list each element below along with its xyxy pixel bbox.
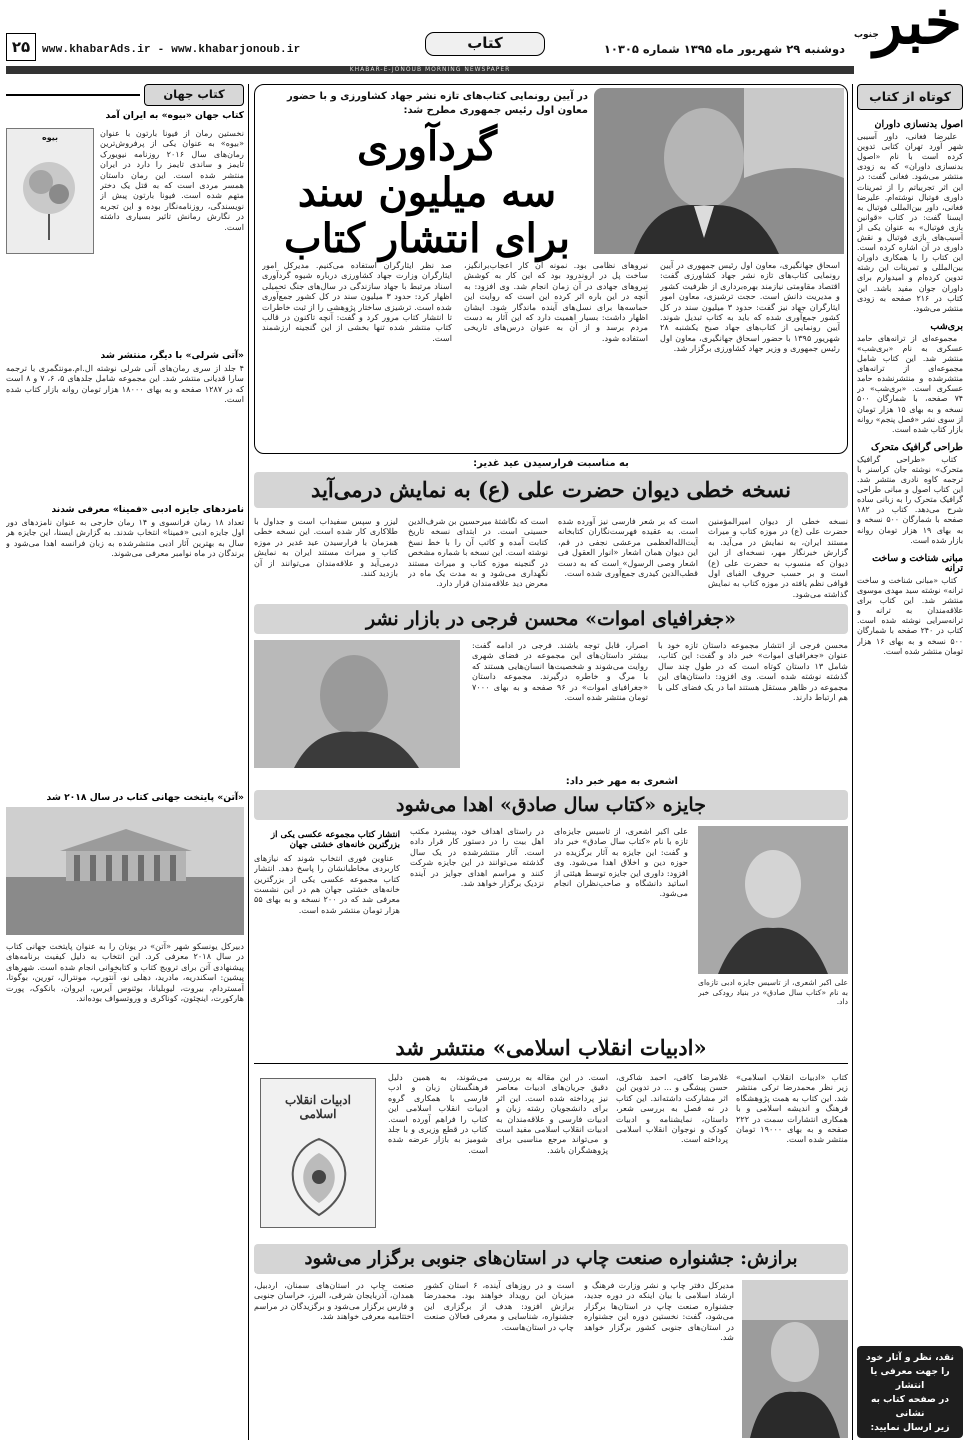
portrait-illustration [254,640,460,768]
sidebar-right [857,84,965,1446]
submission-email-link[interactable]: ketab@khabarads.com [857,1437,965,1446]
issue-date: دوشنبه ۲۹ شهریور ماه ۱۳۹۵ شماره ۱۰۳۰۵ [603,42,845,56]
section-tab [425,32,545,56]
sidebar-right-title: کوتاه از کتاب [857,84,963,110]
sidebar-left-item: «آتن» پایتخت جهانی کتاب در سال ۲۰۱۸ شد دبیرکل یونسکو شهر «آتن» در یونان را به عنوان پایتخت جهانی کتاب در سال ۲۰۱۸ معرفی کرد. این انتخاب به دلیل کیفیت برنامه‌های پیشنهادی آتن برای ترویج کتاب و کتابخوانی انجام شده است. شهرهای پیشین: اسکندریه، مادرید، دهلی نو، آنتورپ، مونترال، تورین، بوگوتا، آمستردام، بیروت، لیوبلیانا، بوئنوس آیرس، ایروان، بانکوک، پورت هارکورت، اینچئون، کوناکری و وروتسواف بوده‌اند. [6,792,244,1004]
section-title: کتاب [467,34,503,52]
sadegh-column: علی اکبر اشعری، از تاسیس جایزه‌ای تازه با نام «کتاب سال صادق» خبر داد و گفت: این جایزه به آثار برگزیده در حوزه دین و اخلاق اهدا می‌شود. وی افزود: داوری این جایزه توسط هیئتی از اساتید دانشگاه و صاحب‌نظران انجام می‌شود. [554,826,688,899]
sidebar-left-item: «آتی شرلی» با دیگر، منتشر شد ۴ جلد از سری رمان‌های آنی شرلی نوشته ال.ام.مونتگمری با ترجمه سارا قدیانی منتشر شد. این مجموعه شامل جلدهای ۵، ۶، ۷ و ۸ است که در ۱۲۸۷ صفحه و به بهای ۱۸۰۰۰ هزار تومان روانه بازار کتاب شده است. [6,350,244,405]
chap-column: صنعت چاپ در استان‌های سمنان، اردبیل، همدان، آذربایجان شرقی، البرز، خراسان جنوبی و فارس برگزار می‌شود و برگزیدگان در مراسم اختتامیه معرفی خواهند شد. [254,1280,414,1322]
sadegh-inline-heading: انتشار کتاب مجموعه عکسی یکی از بزرگترین خانه‌های خشتی جهان [271,830,400,851]
ashari-photo-caption: علی اکبر اشعری، از تاسیس جایزه ادبی تازه‌ای به نام «کتاب سال صادق» در بنیاد رودکی خبر داد. [698,978,848,1007]
lead-story [254,84,848,454]
book-cover-biveh: بیوه [6,128,94,254]
barazesh-photo [742,1280,848,1438]
masthead [0,0,970,80]
enghelab-column: کتاب «ادبیات انقلاب اسلامی» زیر نظر محمدرضا ترکی منتشر شد. این کتاب به همت پژوهشگاه فرهنگ و اندیشه اسلامی و با همکاری انتشارات سمت در ۲۲۲ صفحه و به بهای ۱۹۰۰۰ تومان منتشر شده است. [736,1072,848,1145]
portrait-illustration [742,1280,848,1438]
sidebar-left-body: نخستین رمان از فیونا بارتون با عنوان «بیوه» به عنوان یکی از پرفروش‌ترین رمان‌های سال ۲۰۱۶ روزنامه نیویورک تایمز و ساندی تایمز را دارد در ایران منتشر شده است. این رمان داستان همسر مردی است که به قتل یک دختر متهم شده است. فیونا بارتون پیش از نویسندگی، روزنامه‌نگار بوده و این تجربه در نگارش رمانش تاثیر بسیاری داشته است. [100,128,244,232]
newspaper-logo: خبر جنوب [854,0,962,58]
divan-column: لیزر و سپس سفیداب است و جداول با طلاکاری کار شده است. این نسخه خطی همزمان با فرارسیدن عید غدیر در موزه کتاب و میراث مستند ایران به نمایش درمی‌آید و علاقه‌مندان می‌توانند از آن بازدید کنند. [254,516,398,579]
sidebar-left-item: نامزدهای جایزه ادبی «فمینا» معرفی شدند تعداد ۱۸ رمان فرانسوی و ۱۴ رمان خارجی به عنوان نامزدهای دور اول جایزه ادبی «فمینا» انتخاب شدند. به گزارش ایسنا، این جایزه هر سال به بهترین آثار ادبی منتشرشده به زبان فرانسه اهدا می‌شود و برندگان در ماه نوامبر معرفی می‌شوند. [6,504,244,559]
sidebar-right-item: اصول بدنسازی داوران علیرضا فغانی، داور آسیبی شهر آورد تهران کتابی تدوین کرده است با نام «اصول بدنسازی داوران» که به زودی منتشر می‌شود. فغانی گفت: در این اثر تجربیاتم را از تمرینات داوری فوتبال نوشته‌ام. علیرضا فغانی، داور بین‌المللی فوتبال به ایسنا گفت: در کتاب «قوانین بازی فوتبال» به عنوان یکی از آسیب‌های بازی فوتبال و نقش داوری در آن اشاره کرده است. این کتاب را با همکاری داوران بین‌المللی و تمرینات این رشته تدوین کرده‌ام و امیدوارم برای داوران جوان مفید باشد. این کتاب در ۲۱۶ صفحه به زودی منتشر می‌شود. [857,119,963,313]
sidebar-left-item: کتاب جهان «بیوه» به ایران آمد بیوه نخستین رمان از فیونا بارتون با عنوان «بیوه» به عنوان یکی از پرفروش‌ترین رمان‌های سال ۲۰۱۶ روزنامه نیویورک تایمز و ساندی تایمز را دارد در ایران منتشر شده است. این رمان داستان همسر مردی است که به قتل یک دختر متهم شده است. فیونا بارتون پیش از نویسندگی، روزنامه‌نگار بوده و این تجربه در نگارش رمانش تاثیر بسیاری داشته است. [6,110,244,346]
website-links[interactable]: www.khabarAds.ir - www.khabarjonoub.ir [42,44,301,56]
divan-column: است که نگاشتهٔ میرحسین بن شرف‌الدین حسینی است. در ابتدای نسخه تاریخ کتابت آمده و کاتب آن را با خط نسخ نوشته است. این نسخه با شماره مشخص در گنجینه موزه کتاب و میراث مستند نگهداری می‌شود و به مدت یک ماه در معرض دید علاقه‌مندان قرار دارد. [408,516,548,589]
sadegh-story [254,776,848,1028]
divan-kicker: به مناسبت فرارسیدن عید غدیر: [473,458,629,469]
chap-story [254,1244,848,1440]
sadegh-column: در راستای اهداف خود، پیشبرد مکتب اهل بیت را در دستور کار قرار داده است. آثار منتشرشده در یک سال گذشته می‌توانند در این جایزه شرکت کنند و مراسم اهدای جوایز در آینده نزدیک برگزار خواهد شد. [410,826,544,889]
enghelab-book-cover: ادبیات انقلاب اسلامی [260,1078,376,1228]
chap-column: مدیرکل دفتر چاپ و نشر وزارت فرهنگ و ارشاد اسلامی با بیان اینکه در دوره جدید، جشنواره صنعت چاپ در استان‌ها برگزار می‌شود، گفت: نخستین دوره این جشنواره در استان‌های جنوبی کشور برگزار خواهد شد. [584,1280,734,1343]
page-number: ۲۵ [6,33,36,61]
chap-title: برازش: جشنواره صنعت چاپ در استان‌های جنوبی برگزار می‌شود [254,1244,848,1274]
ashari-photo [698,826,848,974]
faraji-story [254,604,848,770]
athens-photo [6,807,244,935]
enghelab-story [254,1032,848,1238]
divan-title: نسخه خطی دیوان حضرت علی (ع) به نمایش درمی‌آید [254,472,848,508]
sidebar-left [6,84,244,1440]
column-divider [852,84,853,1440]
faraji-column: محسن فرجی از انتشار مجموعه داستان تازه خود با عنوان «جغرافیای اموات» خبر داد و گفت: این کتاب، شامل ۱۳ داستان کوتاه است که در طول چند سال گذشته نوشته شده است. وی افزود: داستان‌های این مجموعه در ظاهر مستقل هستند اما در یک فضای کلی با هم ارتباط دارند. [658,640,848,703]
sidebar-right-items [857,116,963,1268]
portrait-illustration [594,88,844,254]
divan-column: نسخه خطی از دیوان امیرالمؤمنین حضرت علی (ع) در موزه کتاب و میراث مستند ایران، به نمایش در می‌آید. به گزارش خبرنگار مهر، نسخه‌ای از این دیوان که منسوب به حضرت علی (ع) است و بر حسب حروف الفبای اول قوافی نظم یافته در موزه کتاب به نمایش گذاشته می‌شود. [708,516,848,599]
sidebar-right-item: بری‌شب مجموعه‌ای از ترانه‌های حامد عسکری به نام «بری‌شب» منتشر شد. این کتاب شامل مجموعه‌ای از ترانه‌های منتشرشده و منتشرنشده حامد عسکری است. «بری‌شب» در ۷۴ صفحه، با شمارگان ۵۰۰ نسخه و به بهای ۱۵ هزار تومان از سوی نشر «فصل پنجم» روانه بازار کتاب شده است. [857,320,963,434]
lead-kicker: در آیین رونمایی کتاب‌های تازه نشر جهاد کشاورزی و با حضور معاون اول رئیس جمهوری مطرح شد: [286,91,588,116]
lead-column: صد نظر ایثارگران استفاده می‌کنیم. مدیرکل امور ایثارگران وزارت جهاد کشاورزی درباره شیوه گردآوری اسناد مرتبط با جهاد سازندگی در سال‌های جنگ تحمیلی اظهار کرد: حدود ۳ میلیون سند در کل کشور جمع‌آوری شده است. ترشیزی ساختار پژوهشی را از ثبت خاطرات تا انتشار کتاب مرور کرد و گفت: آنچه تاکنون در قالب کتاب منتشر شده تنها بخشی از این گنجینه ارزشمند است. [262,260,452,343]
faraji-photo [254,640,460,768]
enghelab-column: است. در این مقاله به بررسی دقیق جریان‌های ادبیات معاصر نیز پرداخته شده است. این اثر برای دانشجویان رشته زبان و ادبیات فارسی و علاقه‌مندان به ادبیات انقلاب اسلامی مفید است و می‌تواند مرجع مناسبی برای پژوهشگران باشد. [496,1072,608,1155]
sadegh-kicker: اشعری به مهر خبر داد: [565,776,678,787]
ornament-icon [261,1131,377,1221]
lead-title: گردآوری سه میلیون سند برای انتشار کتاب [284,123,570,262]
lead-column: اسحاق جهانگیری، معاون اول رئیس جمهوری در آیین رونمایی کتاب‌های تازه نشر جهاد کشاورزی گفت: اقتصاد مقاومتی نیازمند بهره‌برداری از ظرفیت کشور و مدیریت دانش است. حجت ترشیزی، معاون امور ایثارگران جهاد نیز گفت: حدود ۳ میلیون سند در کل کشور جمع‌آوری شده که باید به کتاب تبدیل شوند. آیین رونمایی از کتاب‌های جهاد صبح یکشنبه ۲۸ شهریور ۱۳۹۵ با حضور اسحاق جهانگیری، معاون اول رئیس جمهوری و وزیر جهاد کشاورزی برگزار شد. [660,260,840,354]
sidebar-right-item: طراحی گرافیک متحرک کتاب «طراحی گرافیک متحرک» نوشته جان کراسنر با ترجمه کاوه نادری منتشر شد. این کتاب اصول و مبانی طراحی گرافیک متحرک را به زبانی ساده شرح می‌دهد. کتاب در ۱۸۲ صفحه با شمارگان ۵۰۰ نسخه و به بهای ۱۹ هزار تومان روانه بازار شده است. [857,441,963,545]
athens-acropolis-illustration [6,807,244,935]
divan-column: است که بر شعر فارسی نیز آورده شده است. به عقیده فهرست‌نگاران کتابخانه آیت‌الله‌العظمی مرعشی نجفی در قم، این دیوان همان اشعار «انوار العقول فی اشعار وصی الرسول» است که به دست قطب‌الدین کیدری جمع‌آوری شده است. [558,516,698,579]
sidebar-right-item: مبانی شناخت و ساخت ترانه کتاب «مبانی شناخت و ساخت ترانه» نوشته سید مهدی موسوی منتشر شد. این کتاب برای علاقه‌مندان به ترانه و ترانه‌سرایی نوشته شده است. کتاب در ۲۴۰ صفحه با شمارگان ۵۰۰ نسخه و به بهای ۱۶ هزار تومان منتشر شده است. [857,552,963,656]
tagline-bar: KHABAR-E-JONOUB MORNING NEWSPAPER [6,66,854,74]
flower-illustration [5,142,93,242]
sadegh-column: انتشار کتاب مجموعه عکسی یکی از بزرگترین خانه‌های خشتی جهان عناوین فوری انتخاب شوند که نیازهای کاربردی مخاطبانشان را پاسخ دهد. انتشار کتاب مجموعه عکسی یکی از بزرگترین خانه‌های خشتی جهان هم در این نشست معرفی شد که در ۲۰۰ نسخه و به بهای ۵۵ هزار تومان منتشر شده است. [254,830,400,915]
column-divider [248,84,249,1440]
faraji-column: اصرار، قابل توجه باشند. فرجی در ادامه گفت: بیشتر داستان‌های این مجموعه در فضای شهری روایت می‌شوند و شخصیت‌ها انسان‌هایی هستند که با مرگ و خاطره درگیرند. مجموعه داستان «جغرافیای اموات» در ۹۶ صفحه و به بهای ۷۰۰۰ تومان منتشر شده است. [472,640,648,703]
enghelab-column: غلامرضا کافی، احمد شاکری، حسن پیشگی و ... در تدوین این اثر مشارکت داشته‌اند. این کتاب در نه فصل به بررسی شعر، داستان، نمایشنامه و ادبیات کودک و نوجوان انقلاب اسلامی پرداخته است. [616,1072,728,1145]
sadegh-title: جایزه «کتاب سال صادق» اهدا می‌شود [254,790,848,820]
sidebar-left-title: کتاب جهان [6,84,244,106]
portrait-illustration [698,826,848,974]
enghelab-column: می‌شوند، به همین دلیل فرهنگستان زبان و ادب فارسی با همکاری گروه ادبیات انقلاب اسلامی این کتاب را فراهم آورده است. کتاب در قطع وزیری و با جلد شومیز به بازار عرضه شده است. [388,1072,488,1155]
lead-column: نیروهای نظامی بود. نمونه آن کار اعجاب‌برانگیز، ساخت پل در اروندرود بود که این کار به کوشش نیروهای جهادی در آن زمان انجام شد. وی افزود: به آنچه در این باره اثر کرده این است که روایت این حماسه‌ها برای نسل‌های آینده ماندگار شود. ایشان اظهار داشت: بسیار اهمیت دارد که این آثار به دست مردم برسد و از آن به عنوان درس‌های تاریخی استفاده شود. [464,260,648,343]
jahangiri-photo [594,88,844,254]
faraji-title: «جغرافیای اموات» محسن فرجی در بازار نشر [254,604,848,634]
chap-column: است و در روزهای آینده، ۶ استان کشور میزبان این رویداد خواهند بود. محمدرضا برازش افزود: هدف از برگزاری این جشنواره، شناسایی و معرفی فعالان صنعت چاپ در استان‌هاست. [424,1280,574,1332]
enghelab-title: «ادبیات انقلاب اسلامی» منتشر شد [254,1032,848,1064]
submission-callout: نقد، نظر و آثار خود را جهت معرفی یا انتشار در صفحه کتاب به نشانی زیر ارسال نمایید: ketab@khabarads.com [857,1346,963,1438]
